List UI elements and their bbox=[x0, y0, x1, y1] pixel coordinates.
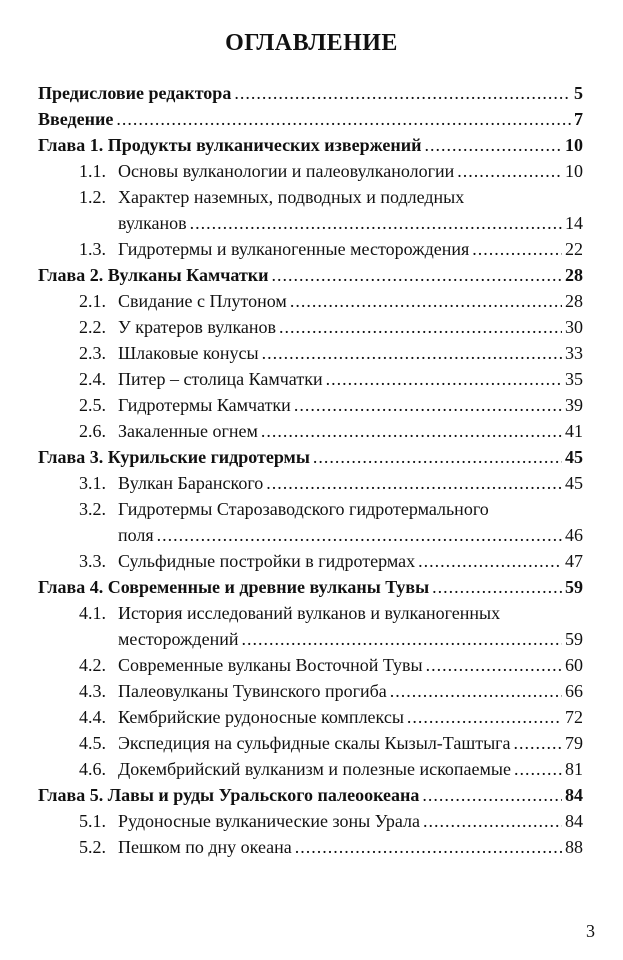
toc-section-entry bbox=[0, 314, 623, 340]
toc-entry-line bbox=[0, 340, 583, 366]
toc-entry-line bbox=[0, 756, 583, 782]
toc-page-number: 14 bbox=[565, 213, 583, 233]
toc-chapter-entry bbox=[0, 132, 623, 158]
toc-leader-dots bbox=[422, 782, 562, 808]
page-number: 3 bbox=[586, 921, 595, 941]
toc-page-number: 88 bbox=[565, 837, 583, 857]
toc-section-number: 1.1. bbox=[79, 161, 106, 181]
toc-entry-title: вулканов bbox=[118, 213, 187, 233]
toc-chapter-entry bbox=[0, 444, 623, 470]
toc-chapter-entry bbox=[0, 574, 623, 600]
toc-page-number: 47 bbox=[565, 551, 583, 571]
toc-page-number: 79 bbox=[565, 733, 583, 753]
toc-chapter-entry bbox=[0, 262, 623, 288]
toc-entry-line bbox=[0, 652, 583, 678]
toc-section-number: 2.5. bbox=[79, 395, 106, 415]
toc-entry-line bbox=[0, 730, 583, 756]
toc-entry-title-line1: Гидротермы Старозаводского гидротермального bbox=[118, 499, 489, 519]
toc-section-number: 1.2. bbox=[79, 187, 106, 207]
toc-page-number: 84 bbox=[565, 785, 583, 805]
toc-entry-title: Глава 5. Лавы и руды Уральского палеоокеана bbox=[38, 785, 420, 805]
toc-entry-line bbox=[0, 522, 583, 548]
toc-page-number: 10 bbox=[565, 161, 583, 181]
toc-entry-line bbox=[0, 444, 583, 470]
toc-section-number: 2.3. bbox=[79, 343, 106, 363]
toc-page-number: 59 bbox=[565, 629, 583, 649]
toc-section-entry bbox=[0, 756, 623, 782]
toc-page-number: 66 bbox=[565, 681, 583, 701]
toc-section-number: 2.6. bbox=[79, 421, 106, 441]
toc-leader-dots bbox=[514, 730, 562, 756]
toc-leader-dots bbox=[266, 470, 562, 496]
toc-section-number: 4.1. bbox=[79, 603, 106, 623]
toc-entry-title: Свидание с Плутоном bbox=[118, 291, 287, 311]
toc-section-number: 3.1. bbox=[79, 473, 106, 493]
toc-page-number: 84 bbox=[565, 811, 583, 831]
toc-page-number: 59 bbox=[565, 577, 583, 597]
toc-page-number: 72 bbox=[565, 707, 583, 727]
toc-leader-dots bbox=[313, 444, 562, 470]
toc-entry-line bbox=[0, 548, 583, 574]
toc-entry-title: Гидротермы Камчатки bbox=[118, 395, 291, 415]
toc-chapter-entry bbox=[0, 106, 623, 132]
toc-page-number: 22 bbox=[565, 239, 583, 259]
toc-leader-dots bbox=[290, 288, 562, 314]
toc-leader-dots bbox=[514, 756, 562, 782]
toc-leader-dots bbox=[116, 106, 571, 132]
toc-entry-title: Вулкан Баранского bbox=[118, 473, 264, 493]
toc-entry-line bbox=[0, 470, 583, 496]
toc-entry-title: Кембрийские рудоносные комплексы bbox=[118, 707, 404, 727]
toc-section-entry bbox=[0, 470, 623, 496]
toc-section-entry bbox=[0, 704, 623, 730]
toc-entry-line bbox=[0, 418, 583, 444]
toc-section-entry bbox=[0, 808, 623, 834]
toc-page-number: 10 bbox=[565, 135, 583, 155]
toc-leader-dots bbox=[390, 678, 562, 704]
toc-entry-title: Гидротермы и вулканогенные месторождения bbox=[118, 239, 470, 259]
toc-leader-dots bbox=[407, 704, 562, 730]
toc-leader-dots bbox=[295, 834, 562, 860]
toc-entry-title: Шлаковые конусы bbox=[118, 343, 259, 363]
toc-entry-title: Введение bbox=[38, 109, 114, 129]
toc-entry-line bbox=[0, 808, 583, 834]
toc-leader-dots bbox=[272, 262, 562, 288]
toc-leader-dots bbox=[241, 626, 562, 652]
toc-leader-dots bbox=[234, 80, 571, 106]
toc-leader-dots bbox=[457, 158, 562, 184]
toc-entry-title-line1: История исследований вулканов и вулканогенных bbox=[118, 603, 501, 623]
toc-entry-title: Питер – столица Камчатки bbox=[118, 369, 323, 389]
toc-entry-line bbox=[0, 210, 583, 236]
toc-page-number: 28 bbox=[565, 291, 583, 311]
toc-section-entry bbox=[0, 834, 623, 860]
toc-section-entry bbox=[0, 366, 623, 392]
toc-entry-title: Глава 4. Современные и древние вулканы Тувы bbox=[38, 577, 430, 597]
toc-page-number: 28 bbox=[565, 265, 583, 285]
toc-leader-dots bbox=[279, 314, 562, 340]
toc-entry-line bbox=[0, 392, 583, 418]
toc-page-number: 46 bbox=[565, 525, 583, 545]
toc-entry-title: Основы вулканологии и палеовулканологии bbox=[118, 161, 455, 181]
toc-section-number: 4.2. bbox=[79, 655, 106, 675]
toc-section-entry bbox=[0, 184, 623, 236]
toc-entry-title: Пешком по дну океана bbox=[118, 837, 292, 857]
toc-entry-line bbox=[0, 782, 583, 808]
toc-entry-line bbox=[0, 288, 583, 314]
toc-entry-line bbox=[0, 236, 583, 262]
toc-entry-first-line bbox=[0, 496, 583, 522]
toc-leader-dots bbox=[432, 574, 562, 600]
toc-entry-title: Рудоносные вулканические зоны Урала bbox=[118, 811, 420, 831]
toc-section-entry bbox=[0, 392, 623, 418]
toc-leader-dots bbox=[418, 548, 562, 574]
toc-section-entry bbox=[0, 652, 623, 678]
toc-section-number: 4.4. bbox=[79, 707, 106, 727]
toc-entry-title: Глава 1. Продукты вулканических извержений bbox=[38, 135, 422, 155]
toc-entry-title: Экспедиция на сульфидные скалы Кызыл-Таштыга bbox=[118, 733, 511, 753]
toc-entry-line bbox=[0, 366, 583, 392]
toc-leader-dots bbox=[423, 808, 562, 834]
toc-entry-title: Предисловие редактора bbox=[38, 83, 232, 103]
toc-section-number: 5.2. bbox=[79, 837, 106, 857]
toc-entry-line bbox=[0, 626, 583, 652]
toc-entry-line bbox=[0, 678, 583, 704]
table-of-contents bbox=[0, 80, 623, 860]
toc-leader-dots bbox=[426, 652, 562, 678]
toc-entry-title: Современные вулканы Восточной Тувы bbox=[118, 655, 423, 675]
toc-entry-line bbox=[0, 158, 583, 184]
toc-entry-title: Закаленные огнем bbox=[118, 421, 258, 441]
toc-entry-title: месторождений bbox=[118, 629, 239, 649]
toc-page-number: 35 bbox=[565, 369, 583, 389]
toc-leader-dots bbox=[190, 210, 562, 236]
toc-section-number: 3.2. bbox=[79, 499, 106, 519]
toc-entry-title: поля bbox=[118, 525, 154, 545]
toc-page-number: 60 bbox=[565, 655, 583, 675]
toc-section-number: 2.4. bbox=[79, 369, 106, 389]
toc-leader-dots bbox=[425, 132, 562, 158]
toc-entry-line bbox=[0, 574, 583, 600]
toc-leader-dots bbox=[326, 366, 562, 392]
toc-section-entry bbox=[0, 730, 623, 756]
toc-leader-dots bbox=[261, 418, 562, 444]
toc-section-number: 4.3. bbox=[79, 681, 106, 701]
toc-leader-dots bbox=[157, 522, 562, 548]
toc-entry-title: Глава 2. Вулканы Камчатки bbox=[38, 265, 269, 285]
toc-entry-line bbox=[0, 80, 583, 106]
toc-section-number: 3.3. bbox=[79, 551, 106, 571]
toc-page-number: 45 bbox=[565, 447, 583, 467]
toc-section-entry bbox=[0, 236, 623, 262]
toc-leader-dots bbox=[294, 392, 562, 418]
toc-section-number: 2.1. bbox=[79, 291, 106, 311]
toc-page-number: 7 bbox=[574, 109, 583, 129]
toc-entry-line bbox=[0, 834, 583, 860]
toc-entry-first-line bbox=[0, 600, 583, 626]
toc-chapter-entry bbox=[0, 782, 623, 808]
toc-entry-line bbox=[0, 106, 583, 132]
toc-leader-dots bbox=[262, 340, 562, 366]
toc-section-entry bbox=[0, 288, 623, 314]
toc-section-number: 4.6. bbox=[79, 759, 106, 779]
toc-entry-title: Докембрийский вулканизм и полезные ископаемые bbox=[118, 759, 512, 779]
toc-section-entry bbox=[0, 600, 623, 652]
toc-entry-first-line bbox=[0, 184, 583, 210]
toc-page-number: 45 bbox=[565, 473, 583, 493]
toc-entry-title: Глава 3. Курильские гидротермы bbox=[38, 447, 310, 467]
toc-section-number: 4.5. bbox=[79, 733, 106, 753]
toc-section-number: 1.3. bbox=[79, 239, 106, 259]
page-title: ОГЛАВЛЕНИЕ bbox=[225, 30, 398, 56]
toc-page-number: 33 bbox=[565, 343, 583, 363]
toc-section-number: 2.2. bbox=[79, 317, 106, 337]
toc-entry-title: Палеовулканы Тувинского прогиба bbox=[118, 681, 387, 701]
toc-entry-line bbox=[0, 262, 583, 288]
toc-page-number: 41 bbox=[565, 421, 583, 441]
toc-page-number: 39 bbox=[565, 395, 583, 415]
toc-section-entry bbox=[0, 548, 623, 574]
toc-section-entry bbox=[0, 496, 623, 548]
toc-page-number: 81 bbox=[565, 759, 583, 779]
toc-entry-line bbox=[0, 132, 583, 158]
toc-section-entry bbox=[0, 418, 623, 444]
toc-leader-dots bbox=[472, 236, 562, 262]
toc-chapter-entry bbox=[0, 80, 623, 106]
toc-page-number: 30 bbox=[565, 317, 583, 337]
toc-section-entry bbox=[0, 158, 623, 184]
toc-page-number: 5 bbox=[574, 83, 583, 103]
toc-section-entry bbox=[0, 340, 623, 366]
toc-entry-title: Сульфидные постройки в гидротермах bbox=[118, 551, 416, 571]
toc-entry-title-line1: Характер наземных, подводных и подледных bbox=[118, 187, 465, 207]
toc-entry-line bbox=[0, 704, 583, 730]
toc-entry-title: У кратеров вулканов bbox=[118, 317, 277, 337]
toc-section-entry bbox=[0, 678, 623, 704]
toc-entry-line bbox=[0, 314, 583, 340]
toc-section-number: 5.1. bbox=[79, 811, 106, 831]
